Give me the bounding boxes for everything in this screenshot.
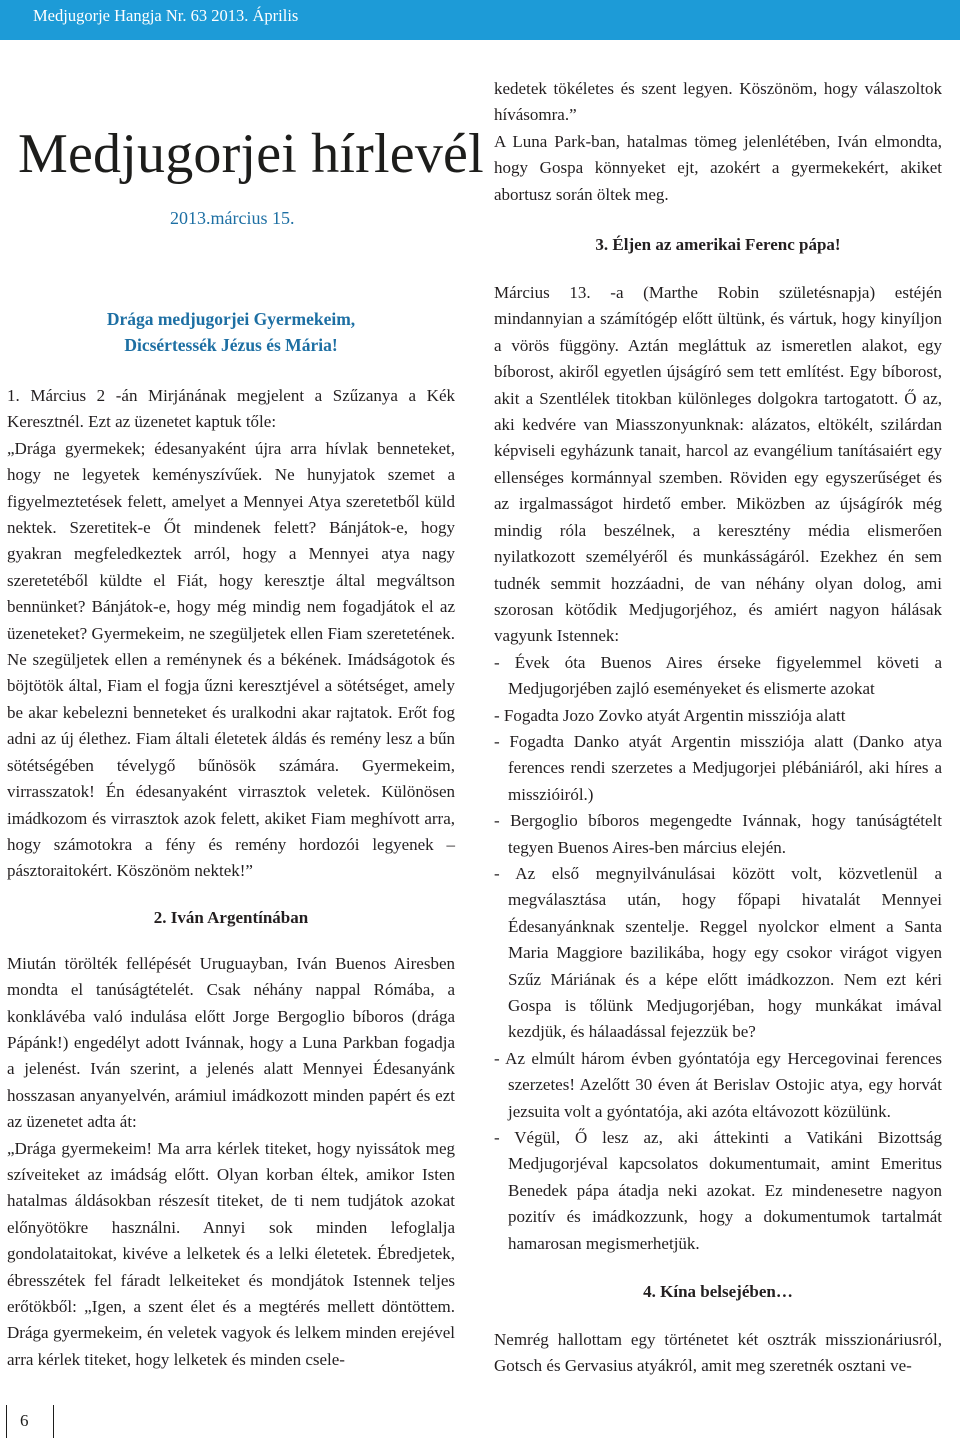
greeting-line-1: Drága medjugorjei Gyermekeim, [106,309,356,329]
list-item: - Fogadta Jozo Zovko atyát Argentin missziója alatt [494,705,846,725]
message-luna-park: „Drága gyermekeim! Ma arra kérlek titeket, hogy nyissátok meg szíveiteket az imádság előtt. Olyan korban éltek, amikor Isten hatalmas áldásokban részesít titeket, de ti nem tudjátok azokat előnyötökre használni. Annyi sok minden lefoglalja gondolataitokat, kivéve a lelketek és a lelki életetek. Ébredjetek, ébresszétek fel fáradt lelkeiteket és mondjátok Istennek teljes erőtökből: „Igen, a szent élet és a megtérés mellett döntöttem. Drága gyermekeim, én veletek vagyok és lelkem minden erejével arra kérlek titeket, hogy lelketek és minden csele- [7,1138,455,1369]
publication-name: Medjugorje Hangja [33,6,162,25]
left-column [7,306,455,1373]
list-item: - Fogadta Danko atyát Argentin missziója alatt (Danko atya ferences rendi szerzetes a Medjugorjei plébániáról, aki híres a misszióiról.) [494,731,942,804]
section-3-text: Március 13. -a (Marthe Robin születésnapja) estéjén mindannyian a számítógép előtt ültünk, és vártuk, hogy kinyíljon a vörös függöny. Aztán megláttuk az ismeretlen alakot, egy bíborost, akiről egyetlen újságíró sem tett említést. Egy bíborost, akit a Szentlélek titokban különleges dolgokra tartogatott. Ő az, aki kedvére van Miasszonyunknak: alázatos, eltökélt, szilárdan képviseli egyházunk tanait, harcol az evangélium tanításaiért egy ellenséges kormánnyal szemben. Röviden egy egyszerűséget és az irgalmasságot hirdető ember. Miközben az újságírók még mindig róla beszélnek, a keresztény média elismerően nyilatkozott személyéről és munkásságáról. Ezekhez én sem tudnék semmit hozzáadni, de van néhány olyan dolog, ami szorosan kötődik Medjugorjéhoz, és amiért nagyon hálásak vagyunk Istennek: [494,283,942,646]
list-item: - Végül, Ő lesz az, aki áttekinti a Vatikáni Bizottság Medjugorjéval kapcsolatos dokumentumait, amint Emeritus Benedek pápa átadja neki azokat. Ez mindenesetre nagyon pozitív és imádkozzunk, hogy a dokumentumok tartalmát hamarosan megismerhetjük. [494,1128,942,1253]
section-3-title: 3. Éljen az amerikai Ferenc pápa! [595,235,841,255]
running-header [33,6,298,26]
section-1-intro: 1. Március 2 -án Mirjánának megjelent a Szűzanya a Kék Keresztnél. Ezt az üzenetet kaptuk tőle: [7,386,455,432]
footer-rule-left [6,1405,7,1438]
greeting-line-2: Dicsértessék Jézus és Mária! [124,335,338,355]
issue-month: 2013. Április [211,6,299,25]
page-title: Medjugorjei hírlevél [18,123,484,185]
luna-park-report: A Luna Park-ban, hatalmas tömeg jelenlétében, Iván elmondta, hogy Gospa könnyeket ejt, azokért a gyermekekért, akiket abortusz során öltek meg. [494,131,942,204]
right-column [494,76,942,1380]
section-2-title: 2. Iván Argentínában [153,907,309,927]
footer-rule-right [53,1405,54,1438]
section-4-text: Nemrég hallottam egy történetet két osztrák misszionáriusról, Gotsch és Gervasius atyákról, amit meg szeretnék osztani ve- [494,1330,942,1376]
list-item: - Évek óta Buenos Aires érseke figyelemmel követi a Medjugorjében zajló eseményeket és elismerte azokat [494,652,942,699]
header-bar [0,0,960,40]
issue-number: Nr. 63 [165,6,208,25]
message-continuation: kedetek tökéletes és szent legyen. Köszönöm, hogy válaszoltok hívásomra.” [494,79,942,125]
message-march-2: „Drága gyermekek; édesanyaként újra arra hívlak benneteket, hogy ne legyetek keményszívűek. Ne hunyjatok szemet a figyelmeztetések felett, amelyet a Mennyei Atya szeretetből küld nektek. Szeretitek-e Őt mindenek felett? Bánjátok-e, hogy gyakran megfeledkeztek arról, hogy a Mennyei atya nagy szeretetéből küldte el Fiát, hogy keresztje által megváltson bennünket? Bánjátok-e, hogy még mindig nem fogadjátok el az üzeneteket? Gyermekeim, ne szegüljetek ellen Fiam szeretetének. Ne szegüljetek ellen a reménynek és a békének. Imádságotok és böjtötök által, Fiam el fogja űzni keresztjével a sötétséget, amely be akar kebelezni benneteket és uralkodni akar rajtatok. Erőt fog adni az új élethez. Fiam általi életetek áldás és remény lesz a bűn sötétségében tévelygő bűnösök számára. Gyermekeim, virrasszatok! Én édesanyaként virrasztok veletek. Különösen imádkozom és virrasztok azok felett, akiket Fiam meghívott arra, hogy számotokra a fény és remény hordozói legyenek – pásztoraitokért. Köszönöm nektek!” [7,438,455,881]
newsletter-date: 2013.március 15. [170,208,295,228]
section-2-text: Miután törölték fellépését Uruguayban, Iván Buenos Airesben mondta el tanúságtételét. Csak néhány nappal Rómába, a konklávéba való indulása előtt Jorge Bergoglio bíboros (drága Pápánk!) engedélyt adott Ivánnak, hogy a Luna Parkban fogadja a jelenést. Iván szerint, a jelenés alatt Mennyei Édesanyánk hosszasan anyanyelvén, arámiul imádkozott minden papért és ezt az üzenetet adta át: [7,953,455,1132]
page-number: 6 [20,1411,29,1430]
list-item: - Bergoglio bíboros megengedte Ivánnak, hogy tanúságtételt tegyen Buenos Aires-ben március elején. [494,811,942,857]
section-4-title: 4. Kína belsejében… [643,1282,793,1302]
list-item: - Az elmúlt három évben gyóntatója egy Hercegovinai ferences szerzetes! Azelőtt 30 éven át Berislav Ostojic atya, egy horvát jezsuita volt a gyóntatója, aki azóta eltávozott közülünk. [494,1048,942,1121]
list-item: - Az első megnyilvánulásai között volt, közvetlenül a megválasztása után, hogy főpapi hivatalát Mennyei Édesanyánknak szentelje. Reggel nyolckor elment a Santa Maria Maggiore bazilikába, hogy egy csokor virágot vigyen Szűz Máriának és a képe előtt imádkozzon. Nem ezt kéri Gospa is tőlünk Medjugorjéban, hogy munkákat imával kezdjük, és hálaadással fejezzük be? [494,863,942,1042]
